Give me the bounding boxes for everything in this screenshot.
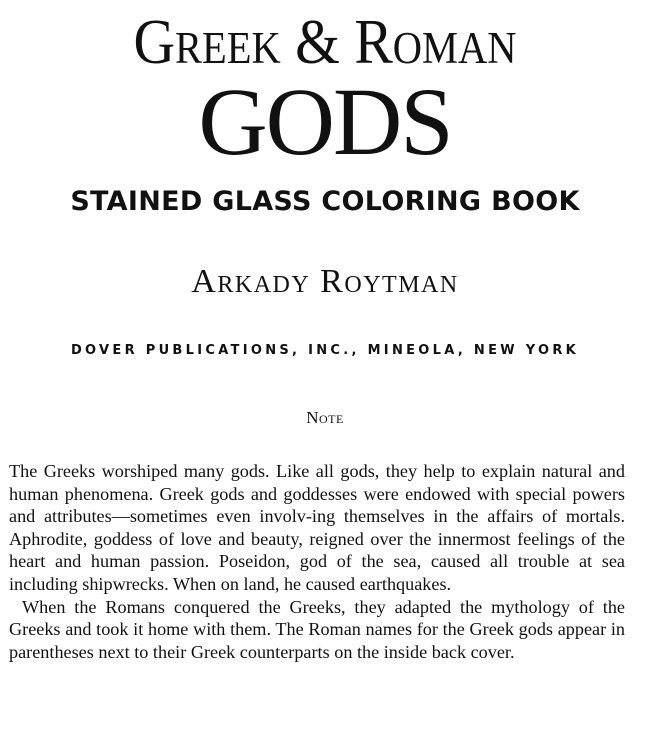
book-subtitle: STAINED GLASS COLORING BOOK	[70, 186, 580, 217]
note-heading: Note	[306, 408, 344, 427]
note-paragraph-2: When the Romans conquered the Greeks, they adapted the mythology of the Greeks and took it home with them. The Roman names for the Greek gods appear in parentheses next to their Greek counterparts on the inside back cover.	[9, 596, 625, 662]
note-body	[9, 460, 625, 663]
publisher-line: DOVER PUBLICATIONS, INC., MINEOLA, NEW YORK	[70, 343, 580, 358]
note-paragraph-1: The Greeks worshiped many gods. Like all gods, they help to explain natural and human phenomena. Greek gods and goddesses were endowed with special powers and attributes—sometimes even involv-ing themselves in the affairs of mortals. Aphrodite, goddess of love and beauty, reigned over the innermost feelings of the heart and human passion. Poseidon, god of the sea, caused all trouble at sea including shipwrecks. When on land, he caused earthquakes.	[9, 461, 625, 594]
author-name: Arkady Roytman	[191, 263, 459, 300]
book-title-line-1: Greek & Roman	[133, 6, 517, 77]
book-title-line-2: GODS	[198, 68, 452, 175]
